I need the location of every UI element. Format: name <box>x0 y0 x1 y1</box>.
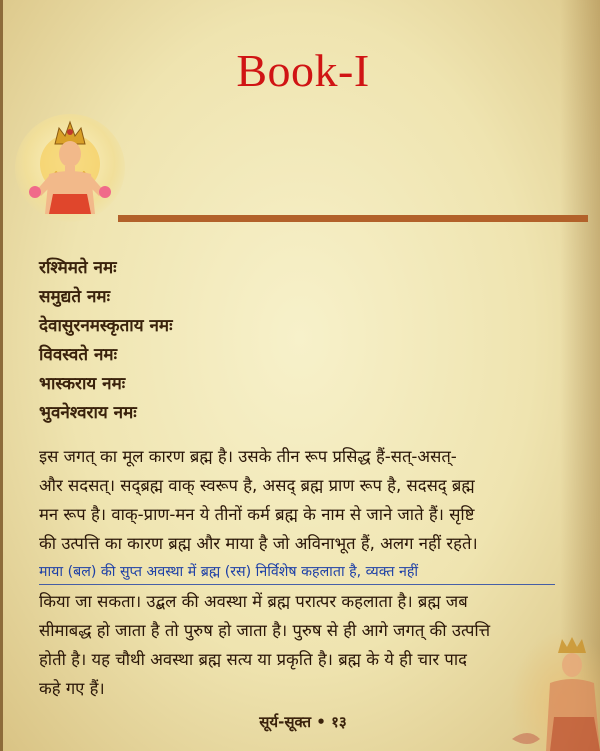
deity-icon <box>15 114 125 222</box>
corner-deity-icon <box>510 631 600 751</box>
mantra-list <box>39 254 173 428</box>
paragraph-line: सीमाबद्ध हो जाता है तो पुरुष हो जाता है। पुरुष से ही आगे जगत् की उत्पत्ति <box>39 621 491 640</box>
highlighted-paragraph-line: माया (बल) की सुप्त अवस्था में ब्रह्म (रस) निर्विशेष कहलाता है, व्यक्त नहीं <box>39 558 559 587</box>
page-title: Book-I <box>236 45 370 96</box>
paragraph-line: इस जगत् का मूल कारण ब्रह्म है। उसके तीन रूप प्रसिद्ध हैं-सत्-असत्- <box>39 447 457 466</box>
body-paragraph <box>39 442 559 703</box>
mantra-line: रश्मिमते नमः <box>39 258 117 278</box>
paragraph-line: मन रूप है। वाक्-प्राण-मन ये तीनों कर्म ब्रह्म के नाम से जाने जाते हैं। सृष्टि <box>39 505 475 524</box>
mantra-line: देवासुरनमस्कृताय नमः <box>39 316 173 336</box>
mantra-line: समुद्यते नमः <box>39 287 111 307</box>
mantra-line: भास्कराय नमः <box>39 374 126 394</box>
paragraph-line: होती है। यह चौथी अवस्था ब्रह्म सत्य या प्रकृति है। ब्रह्म के ये ही चार पाद <box>39 650 467 669</box>
mantra-line: विवस्वते नमः <box>39 345 118 365</box>
deity-illustration <box>15 114 125 222</box>
paragraph-line: कहे गए हैं। <box>39 679 105 698</box>
paragraph-line: किया जा सकता। उद्बल की अवस्था में ब्रह्म परात्पर कहलाता है। ब्रह्म जब <box>39 592 468 611</box>
paragraph-line: की उत्पत्ति का कारण ब्रह्म और माया है जो अविनाभूत हैं, अलग नहीं रहते। <box>39 534 478 553</box>
decorative-rule <box>118 215 588 222</box>
paragraph-line: और सदसत्। सद्ब्रह्म वाक् स्वरूप है, असद् ब्रह्म प्राण रूप है, सदसद् ब्रह्म <box>39 476 475 495</box>
mantra-line: भुवनेश्वराय नमः <box>39 403 137 423</box>
page-footer: सूर्य-सूक्त • १३ <box>259 713 347 731</box>
